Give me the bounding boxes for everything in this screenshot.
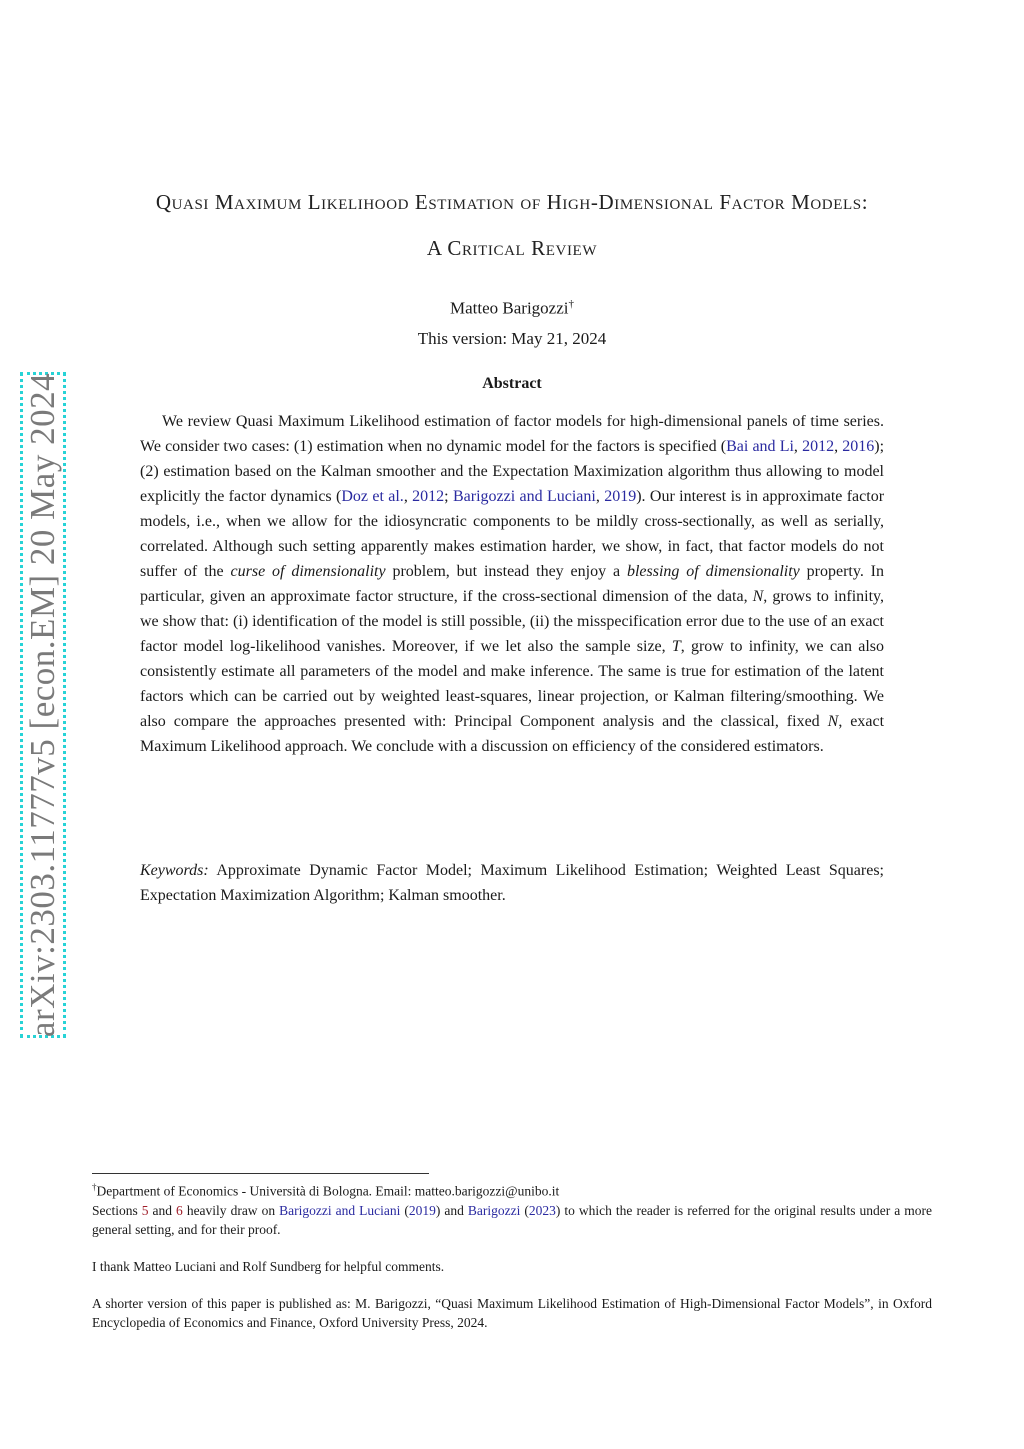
section-ref-5[interactable]: 5	[141, 1202, 149, 1218]
title-line-1: Quasi Maximum Likelihood Estimation of High-Dimensional Factor Models:	[155, 190, 869, 214]
footnotes	[92, 1178, 932, 1332]
emphasis-curse: curse of dimensionality	[230, 563, 386, 580]
citation-bai-li-2012[interactable]: 2012	[802, 438, 835, 455]
citation-2023-fn[interactable]: 2023	[528, 1202, 556, 1218]
footnote-thanks: I thank Matteo Luciani and Rolf Sundberg for helpful comments.	[92, 1258, 445, 1274]
arxiv-id[interactable]: arXiv:2303.11777v5 [econ.EM] 20 May 2024	[23, 372, 62, 1038]
citation-barigozzi-luciani-fn[interactable]: Barigozzi and Luciani	[279, 1202, 401, 1218]
footnote-affiliation: †Department of Economics - Università di Bologna. Email: matteo.barigozzi@unibo.it	[92, 1182, 560, 1199]
citation-barigozzi-fn[interactable]: Barigozzi	[467, 1202, 521, 1218]
author-name: Matteo Barigozzi	[450, 298, 569, 318]
abstract-heading: Abstract	[482, 375, 542, 392]
version-date: This version: May 21, 2024	[417, 329, 607, 348]
title-line-2: A Critical Review	[426, 236, 598, 260]
citation-bai-li-2016[interactable]: 2016	[842, 438, 875, 455]
keywords-label: Keywords:	[140, 862, 209, 879]
citation-doz-2012[interactable]: 2012	[412, 488, 445, 505]
author-footnote-mark[interactable]: †	[568, 298, 574, 310]
citation-bai-li[interactable]: Bai and Li	[726, 438, 794, 455]
keywords	[140, 858, 884, 908]
author	[0, 298, 1024, 319]
emphasis-blessing: blessing of dimensionality	[626, 563, 800, 580]
footnote-sections: Sections 5 and 6 heavily draw on Barigozzi and Luciani (2019) and Barigozzi (2023) to which the reader is referred for the original results under a more general setting, and for their proof.	[92, 1202, 932, 1237]
section-ref-6[interactable]: 6	[176, 1202, 183, 1218]
citation-doz[interactable]: Doz et al.	[341, 488, 404, 505]
math-T: T	[671, 638, 681, 655]
math-N: N	[752, 588, 764, 605]
citation-barigozzi-luciani[interactable]: Barigozzi and Luciani	[452, 488, 596, 505]
citation-barigozzi-luciani-2019[interactable]: 2019	[604, 488, 637, 505]
keywords-text: Approximate Dynamic Factor Model; Maximum Likelihood Estimation; Weighted Least Squares; Expectation Maximization Algorithm; Kalman smoother.	[140, 862, 884, 904]
citation-2019-fn[interactable]: 2019	[408, 1202, 436, 1218]
footnote-rule	[92, 1173, 429, 1174]
footnote-published: A shorter version of this paper is published as: M. Barigozzi, “Quasi Maximum Likelihood Estimation of High-Dimensional Factor Models”, in Oxford Encyclopedia of Economics and Finance, Oxford University Press, 2024.	[92, 1295, 932, 1330]
arxiv-stamp[interactable]	[20, 372, 66, 1038]
abstract-body: We review Quasi Maximum Likelihood estimation of factor models for high-dimensional panels of time series. We consider two cases: (1) estimation when no dynamic model for the factors is specified (Bai and Li, 2012, 2016); (2) estimation based on the Kalman smoother and the Expectation Maximization algorithm thus allowing to model explicitly the factor dynamics (Doz et al., 2012; Barigozzi and Luciani, 2019). Our interest is in approximate factor models, i.e., when we allow for the idiosyncratic components to be mildly cross-sectionally, as well as serially, correlated. Although such setting apparently makes estimation harder, we show, in fact, that factor models do not suffer of the curse of dimensionality problem, but instead they enjoy a blessing of dimensionality property. In particular, given an approximate factor structure, if the cross-sectional dimension of the data, N, grows to infinity, we show that: (i) identification of the model is still possible, (ii) the misspecification error due to the use of an exact factor model log-likelihood vanishes. Moreover, if we let also the sample size, T, grow to infinity, we can also consistently estimate all parameters of the model and make inference. The same is true for estimation of the latent factors which can be carried out by weighted least-squares, linear projection, or Kalman filtering/smoothing. We also compare the approaches presented with: Principal Component analysis and the classical, fixed N, exact Maximum Likelihood approach. We conclude with a discussion on efficiency of the considered estimators.	[140, 413, 885, 755]
math-N-2: N	[827, 713, 839, 730]
